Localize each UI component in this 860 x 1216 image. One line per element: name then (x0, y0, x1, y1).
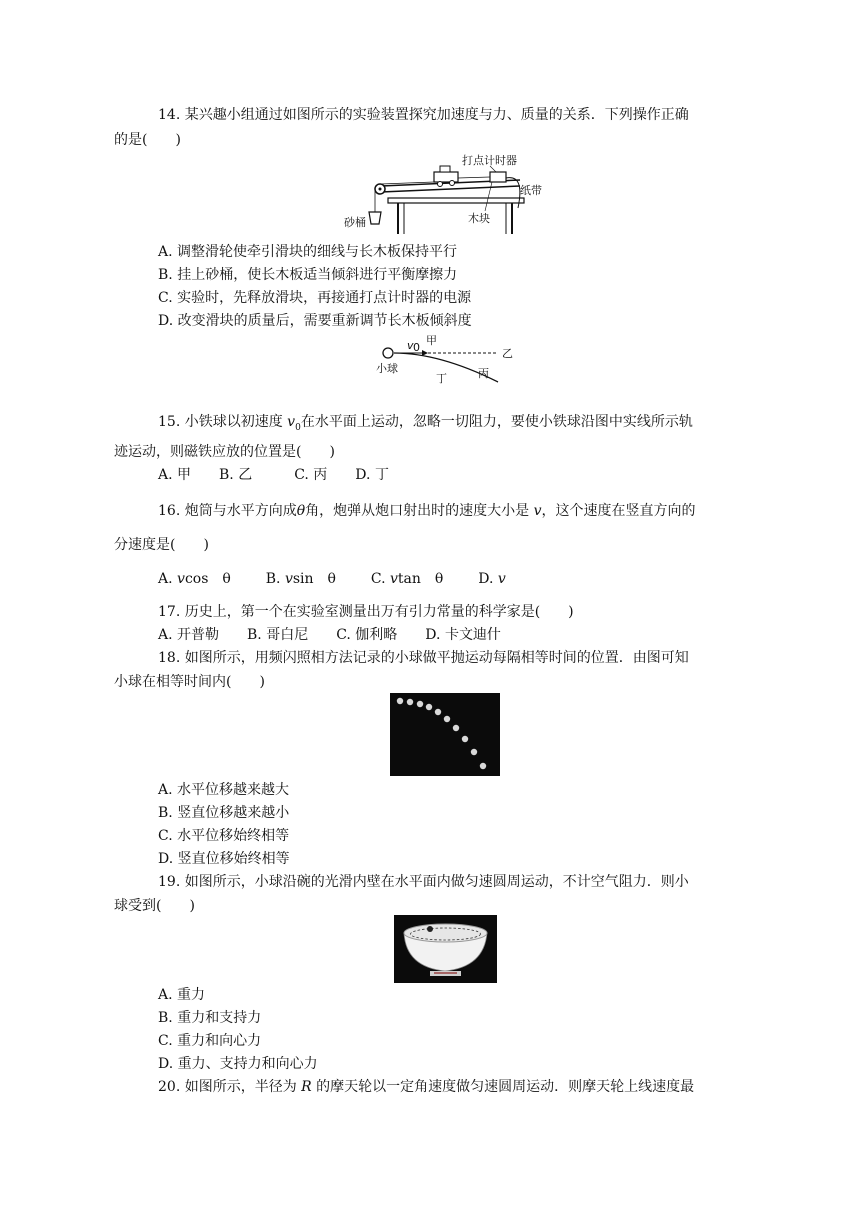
q19-option-d: D. 重力、支持力和向心力 (158, 1056, 318, 1072)
q19-bowl-photo (394, 915, 497, 983)
q16-option-a-v: v (177, 571, 185, 587)
label-tape: 纸带 (520, 184, 542, 197)
q16-line1 (158, 502, 696, 520)
label-ding: 丁 (436, 372, 447, 384)
q16-options (158, 570, 506, 588)
label-v0: v (407, 339, 414, 352)
q18-line2: 小球在相等时间内( ) (114, 674, 265, 690)
q16-option-b-text: sin θ (292, 571, 336, 587)
q18-option-a: A. 水平位移越来越大 (158, 782, 290, 798)
q16-theta: θ (296, 503, 306, 519)
q18-option-b: B. 竖直位移越来越小 (158, 805, 290, 821)
q19-option-a: A. 重力 (158, 987, 206, 1003)
q16-option-d-v: v (497, 571, 506, 587)
q14-line2: 的是( ) (114, 132, 181, 148)
q14-option-a: A. 调整滑轮使牵引滑块的细线与长木板保持平行 (158, 244, 458, 260)
q19-line2: 球受到( ) (114, 898, 195, 914)
q15-line1 (158, 413, 693, 437)
q15-text-a: 15. 小铁球以初速度 (158, 414, 288, 430)
q16-line2: 分速度是( ) (114, 537, 209, 553)
label-bing: 丙 (478, 367, 489, 380)
q19-option-b: B. 重力和支持力 (158, 1010, 262, 1026)
label-yi: 乙 (502, 347, 513, 360)
q15-text-b: 在水平面上运动，忽略一切阻力，要使小铁球沿图中实线所示轨 (300, 414, 693, 430)
q14-line1: 14. 某兴趣小组通过如图所示的实验装置探究加速度与力、质量的关系．下列操作正确 (158, 107, 689, 123)
q16-option-b-v: v (284, 571, 293, 587)
label-ball: 小球 (376, 362, 398, 375)
q17-line1: 17. 历史上，第一个在实验室测量出万有引力常量的科学家是( ) (158, 604, 574, 620)
q16-option-a-label: A. (158, 571, 178, 587)
q16-text-a: 16. 炮筒与水平方向成 (158, 503, 297, 519)
q19-option-c: C. 重力和向心力 (158, 1033, 262, 1049)
q20-R: R (301, 1079, 312, 1095)
label-timer: 打点计时器 (462, 154, 517, 167)
q15-v0: v (287, 414, 296, 430)
q15-trajectory-figure (370, 332, 520, 384)
q20-line1 (158, 1078, 694, 1096)
q16-option-b-label: B. (265, 571, 285, 587)
q16-option-c-label: C. (370, 571, 390, 587)
q18-option-c: C. 水平位移始终相等 (158, 828, 290, 844)
q14-option-d: D. 改变滑块的质量后，需要重新调节长木板倾斜度 (158, 313, 472, 329)
q18-option-d: D. 竖直位移始终相等 (158, 851, 290, 867)
q14-apparatus-figure (340, 152, 550, 236)
label-jia: 甲 (426, 334, 437, 347)
q16-v: v (533, 503, 542, 519)
q15-line2: 迹运动，则磁铁应放的位置是( ) (114, 444, 335, 460)
q16-text-c: ，这个速度在竖直方向的 (541, 503, 696, 519)
label-block: 木块 (468, 212, 490, 225)
q18-line1: 18. 如图所示，用频闪照相方法记录的小球做平抛运动每隔相等时间的位置．由图可知 (158, 650, 689, 666)
q14-option-c: C. 实验时，先释放滑块，再接通打点计时器的电源 (158, 290, 472, 306)
q18-strobe-photo (390, 693, 500, 776)
q16-option-c-text: tan θ (397, 571, 444, 587)
q19-line1: 19. 如图所示，小球沿碗的光滑内壁在水平面内做匀速圆周运动，不计空气阻力．则小 (158, 874, 689, 890)
q17-options: A. 开普勒 B. 哥白尼 C. 伽利略 D. 卡文迪什 (158, 627, 501, 643)
q20-text-b: 的摩天轮以一定角速度做匀速圆周运动．则摩天轮上线速度最 (311, 1079, 695, 1095)
q16-option-c-v: v (390, 571, 398, 587)
q15-options: A. 甲 B. 乙 C. 丙 D. 丁 (158, 467, 389, 483)
label-bucket: 砂桶 (344, 216, 366, 229)
label-v0-sub: 0 (413, 341, 420, 354)
q14-option-b: B. 挂上砂桶，使长木板适当倾斜进行平衡摩擦力 (158, 267, 458, 283)
q16-option-d-label: D. (478, 571, 498, 587)
q15-v0-sub: 0 (295, 422, 301, 433)
q20-text-a: 20. 如图所示，半径为 (158, 1079, 302, 1095)
q16-text-b: 角，炮弹从炮口射出时的速度大小是 (305, 503, 534, 519)
q16-option-a-text: cos θ (184, 571, 231, 587)
